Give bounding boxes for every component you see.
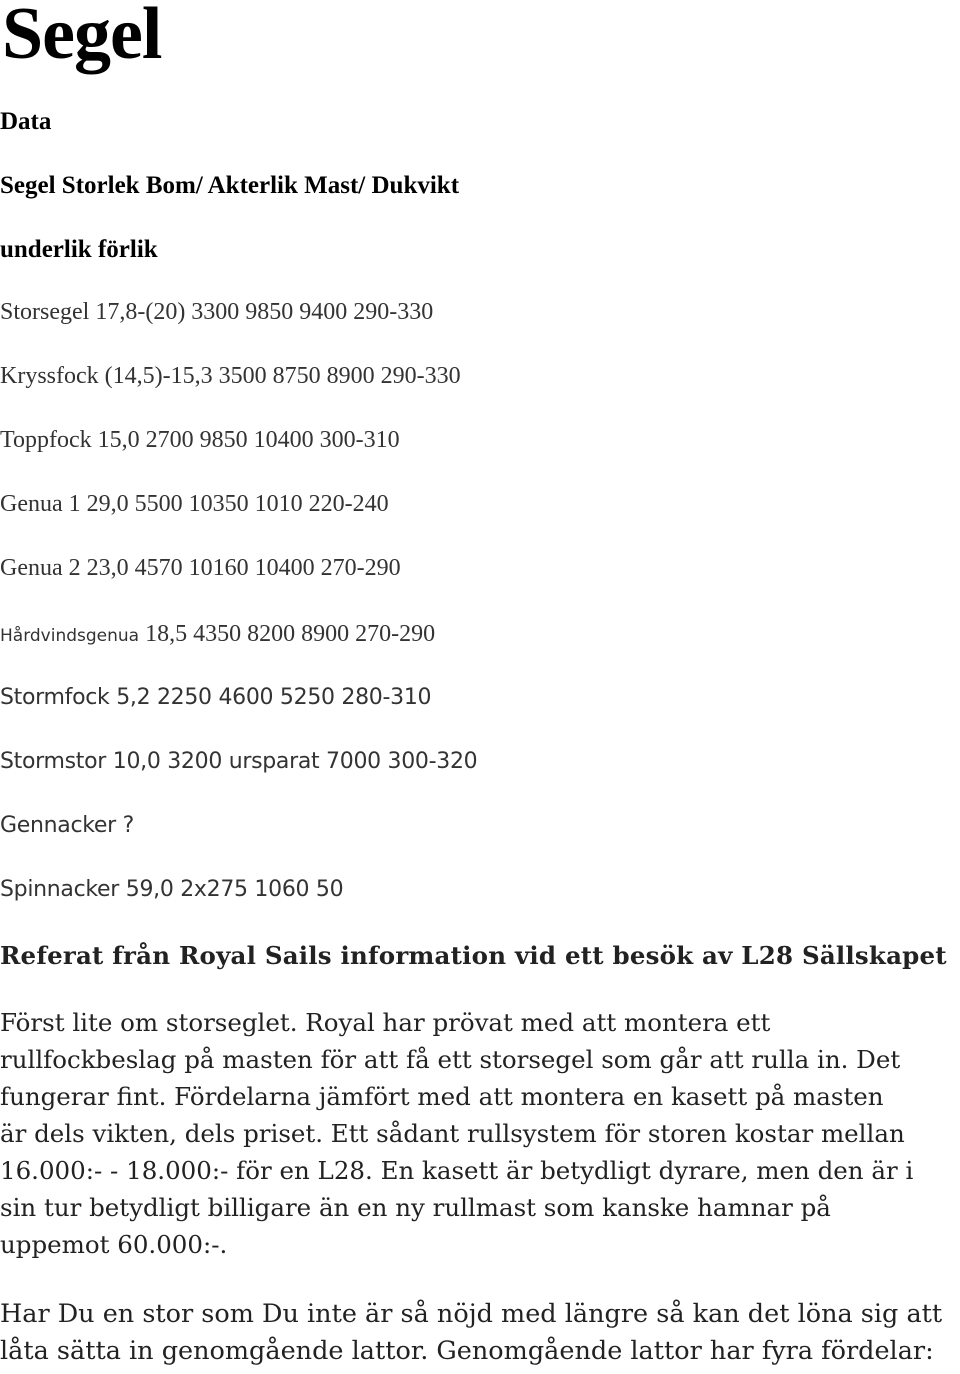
paragraph-line: uppemot 60.000:-. <box>0 1230 228 1259</box>
row-values: 59,0 2x275 1060 50 <box>125 877 344 902</box>
section-heading: Referat från Royal Sails information vid ett besök av L28 Sällskapet <box>0 941 947 970</box>
row-name: Spinnacker <box>0 877 120 902</box>
paragraph-line: är dels vikten, dels priset. Ett sådant rullsystem för storen kostar mellan <box>0 1119 905 1148</box>
table-row <box>0 360 461 392</box>
table-row <box>0 424 400 456</box>
paragraph-1 <box>0 1004 958 1263</box>
row-values: 23,0 4570 10160 10400 270-290 <box>86 555 401 581</box>
page-title: Segel <box>2 0 162 75</box>
row-name: Genua 2 <box>0 555 81 581</box>
row-name: Gennacker <box>0 813 116 838</box>
table-row <box>0 296 433 328</box>
paragraph-line: låta sätta in genomgående lattor. Genomgående lattor har fyra fördelar: <box>0 1336 934 1366</box>
table-row <box>0 618 435 652</box>
paragraph-2 <box>0 1296 958 1370</box>
data-label: Data <box>0 108 52 135</box>
row-values: ? <box>122 813 134 838</box>
row-values: (14,5)-15,3 3500 8750 8900 290-330 <box>104 363 461 389</box>
row-name: Stormfock <box>0 685 110 710</box>
paragraph-line: rullfockbeslag på masten för att få ett storsegel som går att rulla in. Det <box>0 1045 901 1074</box>
paragraph-line: 16.000:- - 18.000:- för en L28. En kasett är betydligt dyrare, men den är i <box>0 1156 914 1185</box>
row-values: 5,2 2250 4600 5250 280-310 <box>116 685 432 710</box>
paragraph-line: Har Du en stor som Du inte är så nöjd med längre så kan det löna sig att <box>0 1299 943 1329</box>
row-values: 15,0 2700 9850 10400 300-310 <box>97 427 400 453</box>
table-header-line2: underlik förlik <box>0 236 158 263</box>
row-name: Genua 1 <box>0 491 81 517</box>
table-row <box>0 488 389 520</box>
paragraph-line: Först lite om storseglet. Royal har prövat med att montera ett <box>0 1008 771 1037</box>
row-values: 10,0 3200 ursparat 7000 300-320 <box>112 749 478 774</box>
row-name: Hårdvindsgenua <box>0 626 140 646</box>
table-row <box>0 810 134 842</box>
paragraph-line: sin tur betydligt billigare än en ny rullmast som kanske hamnar på <box>0 1193 831 1222</box>
row-name: Storsegel <box>0 299 90 325</box>
row-name: Stormstor <box>0 749 107 774</box>
row-values: 18,5 4350 8200 8900 270-290 <box>145 621 436 647</box>
table-row <box>0 552 401 584</box>
table-row <box>0 874 343 906</box>
row-name: Toppfock <box>0 427 92 453</box>
table-header-line1: Segel Storlek Bom/ Akterlik Mast/ Dukvikt <box>0 172 460 199</box>
row-values: 29,0 5500 10350 1010 220-240 <box>86 491 389 517</box>
row-values: 17,8-(20) 3300 9850 9400 290-330 <box>95 299 434 325</box>
table-row <box>0 746 477 778</box>
paragraph-line: fungerar fint. Fördelarna jämfört med att montera en kasett på masten <box>0 1082 884 1111</box>
row-name: Kryssfock <box>0 363 99 389</box>
table-row <box>0 682 431 714</box>
